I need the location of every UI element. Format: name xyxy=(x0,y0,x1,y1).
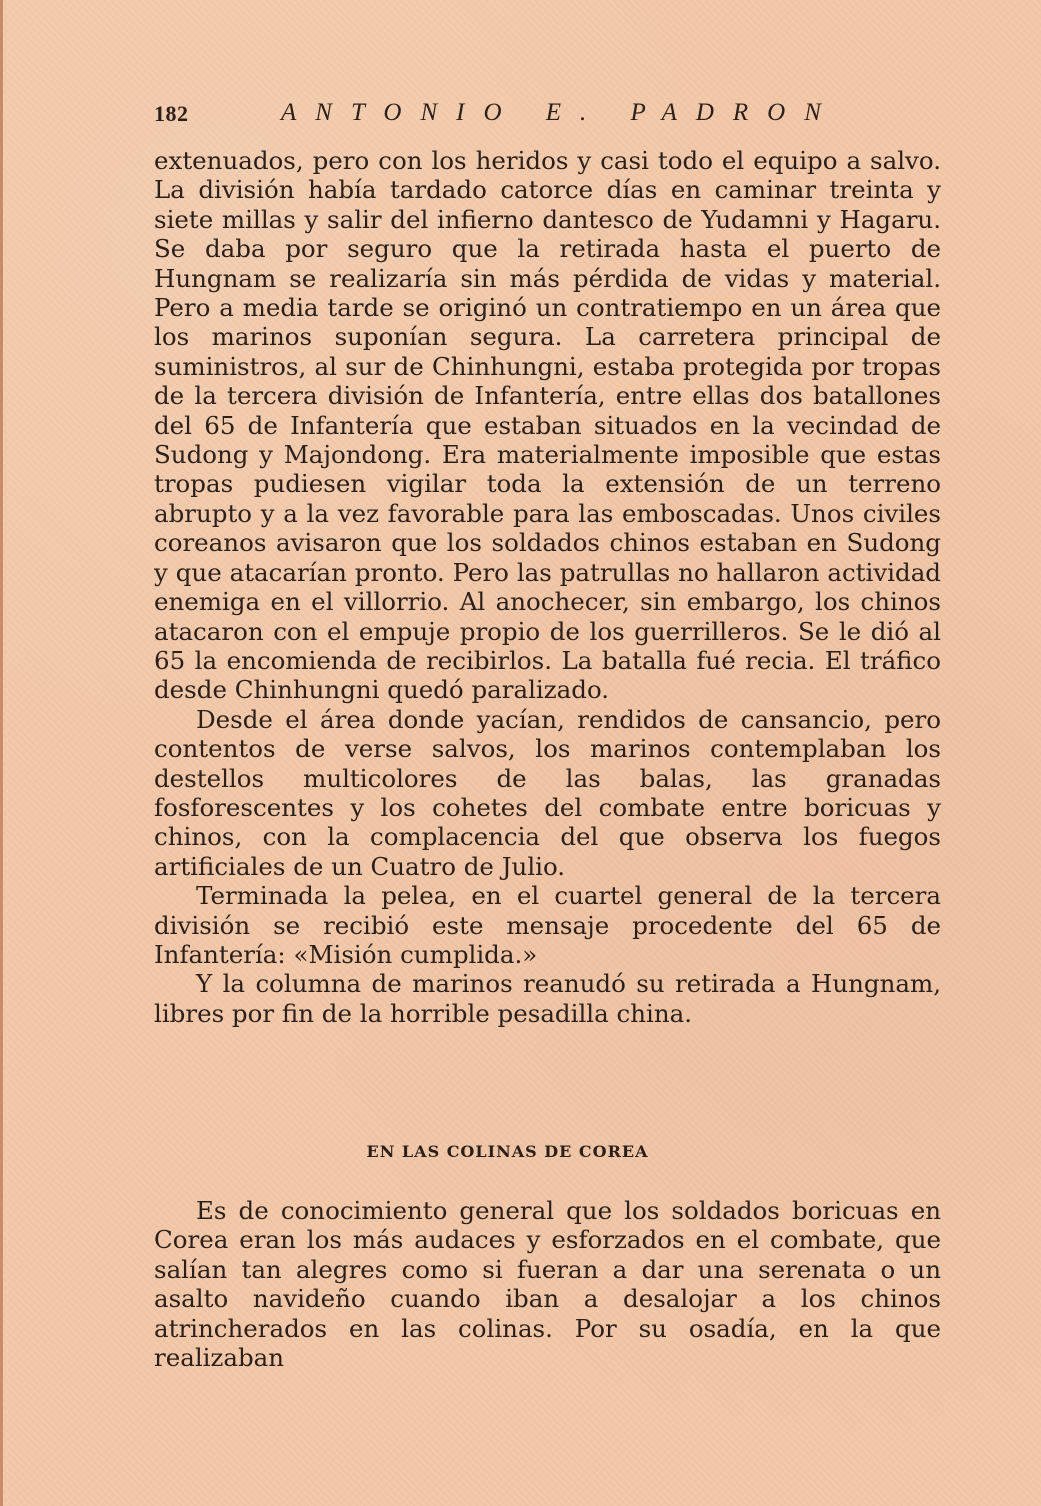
running-head-author: ANTONIO E. PADRON xyxy=(281,99,840,126)
body-text xyxy=(154,146,941,1028)
paragraph: Desde el área donde yacían, rendidos de cansancio, pero contentos de verse salvos, los marinos contemplaban los destellos multicolores de las balas, las granadas fosforescentes y los cohetes del combate entre boricuas y chinos, con la complacencia del que observa los fuegos artificiales de un Cuatro de Julio. xyxy=(154,704,941,881)
paragraph: Y la columna de marinos reanudó su retirada a Hungnam, libres por fin de la horrible pesadilla china. xyxy=(154,969,941,1028)
section-body-text xyxy=(154,1196,941,1372)
paragraph: Es de conocimiento general que los soldados boricuas en Corea eran los más audaces y esforzados en el combate, que salían tan alegres como si fueran a dar una serenata o un asalto navideño cuando iban a desalojar a los chinos atrincherados en las colinas. Por su osadía, en la que realizaban xyxy=(154,1196,941,1373)
page-number: 182 xyxy=(154,101,189,126)
paragraph: Terminada la pelea, en el cuartel general de la tercera división se recibió este mensaje procedente del 65 de Infantería: «Misión cumplida.» xyxy=(154,881,941,969)
section-title: EN LAS COLINAS DE COREA xyxy=(366,1142,649,1161)
paragraph-continued: extenuados, pero con los heridos y casi todo el equipo a salvo. La división había tardado catorce días en caminar treinta y siete millas y salir del infierno dantesco de Yudamni y Hagaru. Se daba por seguro que la retirada hasta el puerto de Hungnam se realizaría sin más pérdida de vidas y material. Pero a media tarde se originó un contratiempo en un área que los marinos suponían segura. La carretera principal de suministros, al sur de Chinhungni, estaba protegida por tropas de la tercera división de Infantería, entre ellas dos batallones del 65 de Infantería que estaban situados en la vecindad de Sudong y Majondong. Era materialmente imposible que estas tropas pudiesen vigilar toda la extensión de un terreno abrupto y a la vez favorable para las emboscadas. Unos civiles coreanos avisaron que los soldados chinos estaban en Sudong y que atacarían pronto. Pero las patrullas no hallaron actividad enemiga en el villorrio. Al anochecer, sin embargo, los chinos atacaron con el empuje propio de los guerrilleros. Se le dió al 65 la encomienda de recibirlos. La batalla fué recia. El tráfico desde Chinhungni quedó paralizado. xyxy=(154,146,941,705)
running-head xyxy=(154,99,894,131)
